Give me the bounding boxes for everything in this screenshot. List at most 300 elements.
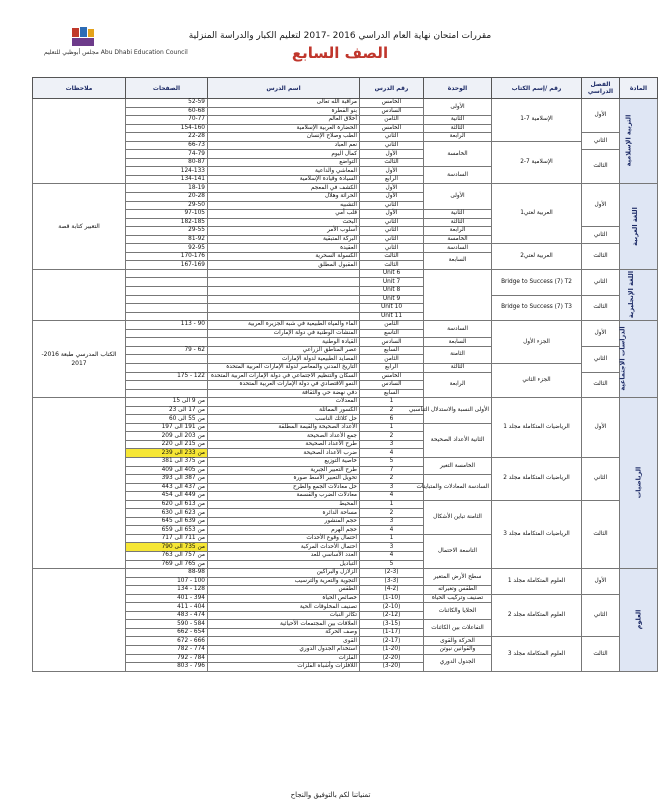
book-cell: الرياضيات المتكاملة مجلد 3 <box>492 500 582 568</box>
lesson-no-cell: Unit 8 <box>360 287 424 296</box>
pages-cell: من 387 الى 393 <box>126 475 208 484</box>
lesson-name-cell: المصايد الطبيعية لدولة الإمارات <box>208 355 360 364</box>
lesson-name-cell: المعدلات <box>208 398 360 407</box>
lesson-name-cell: طرح الأعداد الصحيحة <box>208 440 360 449</box>
lesson-name-cell: تصنيف المخلوقات الحية <box>208 603 360 612</box>
lesson-name-cell: خاصية التوزيع <box>208 457 360 466</box>
pages-cell: 404 - 411 <box>126 603 208 612</box>
pages-cell: 128 - 134 <box>126 586 208 595</box>
pages-cell: من 191 الى 197 <box>126 423 208 432</box>
pages-cell: من 735 الى 790 <box>126 543 208 552</box>
pages-cell: من 9 الى 15 <box>126 398 208 407</box>
lesson-name-cell: السكان والتنظيم الاجتماعي في دولة الإمارات العربية المتحدة <box>208 372 360 381</box>
lesson-name-cell: نعم العباد <box>208 141 360 150</box>
notes-cell <box>33 569 126 672</box>
unit-cell <box>424 269 492 320</box>
lesson-name-cell <box>208 295 360 304</box>
lesson-name-cell: طرح التعبير الجبرية <box>208 466 360 475</box>
lesson-no-cell: (1-20) <box>360 646 424 655</box>
unit-cell: الخامسة التغير <box>424 457 492 474</box>
unit-cell: السادسة المعادلات والمتباينات <box>424 475 492 501</box>
semester-cell: الأول <box>582 569 620 595</box>
unit-cell: الخامسة <box>424 235 492 244</box>
pages-cell: من 17 الى 23 <box>126 406 208 415</box>
pages-cell: من 653 الى 659 <box>126 526 208 535</box>
book-cell: الإسلامية 7-1 <box>492 99 582 142</box>
lesson-name-cell: القوى <box>208 637 360 646</box>
pages-cell: 124-133 <box>126 167 208 176</box>
semester-cell: الأول <box>582 99 620 133</box>
col-pages: الصفحات <box>126 78 208 99</box>
footer-text: تمنياتنا لكم بالتوفيق والنجاح <box>290 791 371 799</box>
semester-cell: الثالث <box>582 372 620 398</box>
pages-cell <box>126 381 208 390</box>
lesson-name-cell: ضرب الأعداد الصحيحة <box>208 449 360 458</box>
lesson-name-cell: احتمال وقوع الأحداث <box>208 534 360 543</box>
lesson-name-cell: النمو الاقتصادي في دولة الإمارات العربية المتحدة <box>208 381 360 390</box>
unit-cell: السادسة <box>424 167 492 184</box>
lesson-name-cell: التباديل <box>208 560 360 569</box>
pages-cell: من 437 الى 443 <box>126 483 208 492</box>
pages-cell <box>126 312 208 321</box>
col-lesson-name: اسم الدرس <box>208 78 360 99</box>
unit-cell: الخلايا والكائنات <box>424 603 492 620</box>
unit-cell: الطقس وتغيراته <box>424 586 492 595</box>
lesson-no-cell: 3 <box>360 517 424 526</box>
table-row <box>33 637 658 646</box>
lesson-no-cell: السابع <box>360 346 424 355</box>
page-subtitle: مقررات امتحان نهاية العام الدراسي 2016 -2017 لتعليم الكبار والدراسة المنزلية <box>188 31 492 41</box>
table-row <box>33 99 658 108</box>
col-lesson-no: رقم الدرس <box>360 78 424 99</box>
semester-cell: الأول <box>582 321 620 347</box>
lesson-name-cell: خصائص الحياة <box>208 594 360 603</box>
col-book: رقم /إسم الكتاب <box>492 78 582 99</box>
lesson-no-cell: 2 <box>360 475 424 484</box>
lesson-no-cell: الخامس <box>360 124 424 133</box>
lesson-no-cell: الثامن <box>360 355 424 364</box>
lesson-name-cell <box>208 312 360 321</box>
pages-cell: 62 - 79 <box>126 346 208 355</box>
unit-cell: الحركة والقوى <box>424 637 492 646</box>
semester-cell: الثاني <box>582 133 620 150</box>
pages-cell <box>126 287 208 296</box>
unit-cell: السادسة <box>424 244 492 253</box>
pages-cell: من 215 الى 220 <box>126 440 208 449</box>
table-row <box>33 321 658 330</box>
notes-cell: التعبير كتابة قصة <box>33 184 126 269</box>
book-cell: الرياضيات المتكاملة مجلد 1 <box>492 398 582 458</box>
lesson-no-cell: (1-10) <box>360 594 424 603</box>
subject-label: العلوم <box>634 609 642 630</box>
lesson-no-cell: الرابع <box>360 175 424 184</box>
lesson-name-cell: الكشف في المعجم <box>208 184 360 193</box>
lesson-name-cell: عصر المناطق الزراعي <box>208 346 360 355</box>
lesson-no-cell: 4 <box>360 492 424 501</box>
lesson-name-cell: أسلوب الأمر <box>208 227 360 236</box>
book-cell: الجزء الثاني <box>492 363 582 397</box>
lesson-name-cell: الزلازل والبراكين <box>208 569 360 578</box>
lesson-no-cell: السادس <box>360 338 424 347</box>
subject-label: الدراسات الاجتماعية <box>618 326 627 391</box>
lesson-name-cell: الأعداد الصحيحة والقيمة المطلقة <box>208 423 360 432</box>
semester-cell: الثالث <box>582 295 620 321</box>
book-cell: الإسلامية 7-2 <box>492 141 582 184</box>
lesson-name-cell: تكاثر النبات <box>208 611 360 620</box>
pages-cell: 100 - 107 <box>126 577 208 586</box>
lesson-name-cell: كمال اليوم <box>208 150 360 159</box>
lesson-no-cell: 6 <box>360 415 424 424</box>
lesson-name-cell: معادلات الضرب والقسمة <box>208 492 360 501</box>
semester-cell: الثالث <box>582 150 620 184</box>
lesson-no-cell: الثالث <box>360 261 424 270</box>
table-row <box>33 569 658 578</box>
lesson-name-cell: حجم الهرم <box>208 526 360 535</box>
unit-cell: السادسة <box>424 321 492 338</box>
subject-label: اللغة الإنجليزية <box>626 271 635 319</box>
notes-cell <box>33 398 126 569</box>
col-semester: الفصل الدراسي <box>582 78 620 99</box>
lesson-no-cell: 1 <box>360 534 424 543</box>
lesson-no-cell: (2-12) <box>360 611 424 620</box>
lesson-name-cell: تحويل التعبير الأسط صورة <box>208 475 360 484</box>
lesson-no-cell: الثاني <box>360 244 424 253</box>
pages-cell: 22-28 <box>126 133 208 142</box>
adec-logo <box>44 26 188 62</box>
unit-cell: الأولى <box>424 184 492 210</box>
lesson-name-cell: المنشآت الوطنية في دولة الإمارات <box>208 329 360 338</box>
pages-cell: 122 - 175 <box>126 372 208 381</box>
book-cell: Bridge to Success (7) T3 <box>492 295 582 321</box>
pages-cell: 88-98 <box>126 569 208 578</box>
lesson-no-cell: 4 <box>360 551 424 560</box>
book-cell: العلوم المتكاملة مجلد 2 <box>492 594 582 637</box>
lesson-no-cell: 3 <box>360 543 424 552</box>
lesson-no-cell: 3 <box>360 440 424 449</box>
pages-cell: من 711 الى 717 <box>126 534 208 543</box>
table-row <box>33 269 658 278</box>
subject-cell <box>620 269 658 320</box>
pages-cell: 394 - 401 <box>126 594 208 603</box>
pages-cell: 29-55 <box>126 227 208 236</box>
lesson-no-cell: Unit 10 <box>360 304 424 313</box>
book-cell: العربية لغتي2 <box>492 244 582 270</box>
notes-cell: الكتاب المدرسي طبعة 2016-2017 <box>33 321 126 398</box>
lesson-no-cell: السادس <box>360 381 424 390</box>
lesson-name-cell: اللافلزات وأشباه الفلزات <box>208 663 360 672</box>
pages-cell: 92-95 <box>126 244 208 253</box>
unit-cell: الخامسة <box>424 141 492 167</box>
lesson-name-cell: البركة المتبقية <box>208 235 360 244</box>
unit-cell: الرابعة <box>424 227 492 236</box>
lesson-no-cell: الثاني <box>360 141 424 150</box>
pages-cell: من 757 الى 763 <box>126 551 208 560</box>
table-body <box>33 99 658 672</box>
unit-cell: الثانية <box>424 210 492 219</box>
pages-cell: 81-92 <box>126 235 208 244</box>
table-row <box>33 500 658 509</box>
lesson-no-cell: Unit 11 <box>360 312 424 321</box>
lesson-name-cell: العقيدة <box>208 244 360 253</box>
pages-cell: 80-87 <box>126 158 208 167</box>
lesson-no-cell: 1 <box>360 423 424 432</box>
semester-cell: الثالث <box>582 244 620 270</box>
unit-cell: الرابعة <box>424 133 492 142</box>
lesson-no-cell: الثاني <box>360 201 424 210</box>
lesson-no-cell: (3-20) <box>360 663 424 672</box>
pages-cell: 666 - 672 <box>126 637 208 646</box>
lesson-no-cell: 3 <box>360 483 424 492</box>
unit-cell: الثالثة <box>424 218 492 227</box>
table-row <box>33 184 658 193</box>
unit-cell: الأولى <box>424 99 492 116</box>
col-notes: ملاحظات <box>33 78 126 99</box>
pages-cell <box>126 269 208 278</box>
subject-cell <box>620 99 658 184</box>
lesson-name-cell: العلاقات بين المجتمعات الأحيائية <box>208 620 360 629</box>
lesson-no-cell: 1 <box>360 398 424 407</box>
lesson-no-cell: الثاني <box>360 218 424 227</box>
lesson-no-cell: (3-15) <box>360 620 424 629</box>
lesson-no-cell: (2-10) <box>360 603 424 612</box>
pages-cell <box>126 338 208 347</box>
lesson-no-cell: 2 <box>360 509 424 518</box>
lesson-name-cell: مساحة الدائرة <box>208 509 360 518</box>
pages-cell: 74-79 <box>126 150 208 159</box>
semester-cell: الثالث <box>582 500 620 568</box>
lesson-no-cell: الثاني <box>360 133 424 142</box>
pages-cell <box>126 329 208 338</box>
book-cell: العربية لغتي1 <box>492 184 582 244</box>
unit-cell: الرابعة <box>424 372 492 398</box>
lesson-name-cell: التجوية والتعرية والترسيب <box>208 577 360 586</box>
pages-cell: من 55 الى 60 <box>126 415 208 424</box>
col-subject: المادة <box>620 78 658 99</box>
unit-cell: سطح الأرض المتغير <box>424 569 492 586</box>
pages-cell: 52-59 <box>126 99 208 108</box>
lesson-no-cell: (3-3) <box>360 577 424 586</box>
lesson-no-cell: Unit 7 <box>360 278 424 287</box>
page-title: الصف السابع <box>291 44 389 62</box>
lesson-no-cell: 5 <box>360 560 424 569</box>
table-row <box>33 244 658 253</box>
lesson-no-cell: الثالث <box>360 252 424 261</box>
lesson-no-cell: (2-3) <box>360 569 424 578</box>
semester-cell: الثاني <box>582 457 620 500</box>
lesson-no-cell: (2-17) <box>360 637 424 646</box>
lesson-name-cell <box>208 278 360 287</box>
lesson-no-cell: الثالث <box>360 158 424 167</box>
pages-cell: 584 - 590 <box>126 620 208 629</box>
lesson-no-cell: Unit 6 <box>360 269 424 278</box>
semester-cell: الثالث <box>582 637 620 671</box>
unit-cell: الثانية الأعداد الصحيحة <box>424 423 492 457</box>
pages-cell: 20-28 <box>126 193 208 202</box>
semester-cell: الثاني <box>582 594 620 637</box>
lesson-name-cell: الطب وصلاح الإنسان <box>208 133 360 142</box>
unit-cell: التاسعة الاحتمال <box>424 534 492 568</box>
lesson-name-cell: جمع الأعداد الصحيحة <box>208 432 360 441</box>
unit-cell: الجدول الدوري <box>424 654 492 671</box>
pages-cell: 182-185 <box>126 218 208 227</box>
pages-cell <box>126 363 208 372</box>
lesson-name-cell: الطقس <box>208 586 360 595</box>
subject-cell <box>620 184 658 269</box>
book-cell: العلوم المتكاملة مجلد 3 <box>492 637 582 671</box>
notes-cell <box>33 99 126 184</box>
pages-cell: من 765 الى 769 <box>126 560 208 569</box>
pages-cell: 70-77 <box>126 116 208 125</box>
lesson-no-cell: السادس <box>360 107 424 116</box>
subject-cell <box>620 321 658 398</box>
lesson-name-cell <box>208 287 360 296</box>
pages-cell: 97-105 <box>126 210 208 219</box>
pages-cell: 474 - 483 <box>126 611 208 620</box>
lesson-name-cell: التواضع <box>208 158 360 167</box>
lesson-no-cell: (1-17) <box>360 628 424 637</box>
pages-cell: من 449 الى 454 <box>126 492 208 501</box>
pages-cell: من 233 الى 239 <box>126 449 208 458</box>
lesson-name-cell: استخدام الجدول الدوري <box>208 646 360 655</box>
unit-cell: الأولى النسبة والاستدلال التناسبي <box>424 398 492 424</box>
table-header-row <box>33 78 658 99</box>
book-cell: الجزء الأول <box>492 321 582 364</box>
subject-label: اللغة العربية <box>631 206 640 246</box>
unit-cell: الثانية <box>424 116 492 125</box>
lesson-no-cell: الخامس <box>360 99 424 108</box>
lesson-no-cell: الثاني <box>360 235 424 244</box>
book-cell: Bridge to Success (7) T2 <box>492 269 582 295</box>
lesson-name-cell: التشبيه <box>208 201 360 210</box>
lesson-no-cell: (2-20) <box>360 654 424 663</box>
unit-cell: تصنيف وتركيب الحياة <box>424 594 492 603</box>
pages-cell: من 375 الى 381 <box>126 457 208 466</box>
lesson-no-cell: الرابع <box>360 363 424 372</box>
pages-cell: 784 - 792 <box>126 654 208 663</box>
pages-cell: من 613 الى 620 <box>126 500 208 509</box>
pages-cell: 654 - 662 <box>126 628 208 637</box>
table-row <box>33 363 658 372</box>
table-row <box>33 141 658 150</box>
lesson-name-cell: قلب أمي <box>208 210 360 219</box>
pages-cell: من 203 الى 209 <box>126 432 208 441</box>
lesson-no-cell: التاسع <box>360 329 424 338</box>
lesson-name-cell: مراقبة الله تعالى <box>208 99 360 108</box>
lesson-no-cell: الأول <box>360 210 424 219</box>
unit-cell: والقوانين نيوتن <box>424 646 492 655</box>
lesson-no-cell: الثاني <box>360 227 424 236</box>
lesson-name-cell: الكسور المماثلة <box>208 406 360 415</box>
pages-cell: 90 - 113 <box>126 321 208 330</box>
lesson-name-cell: وصف الحركة <box>208 628 360 637</box>
exam-syllabus-table <box>32 77 658 672</box>
pages-cell: من 623 الى 630 <box>126 509 208 518</box>
unit-cell: التفاعلات بين الكائنات <box>424 620 492 637</box>
lesson-name-cell: المقبول المطلق <box>208 261 360 270</box>
lesson-name-cell <box>208 304 360 313</box>
lesson-name-cell: احتمال الأحداث المركبة <box>208 543 360 552</box>
pages-cell: 796 - 803 <box>126 663 208 672</box>
pages-cell: 167-169 <box>126 261 208 270</box>
pages-cell: 29-50 <box>126 201 208 210</box>
lesson-name-cell: الحضارة العربية الإسلامية <box>208 124 360 133</box>
lesson-no-cell: (4-2) <box>360 586 424 595</box>
col-unit: الوحدة <box>424 78 492 99</box>
lesson-name-cell: السيادة وقيادة الإسلامية <box>208 175 360 184</box>
pages-cell: 774 - 782 <box>126 646 208 655</box>
pages-cell: 66-73 <box>126 141 208 150</box>
pages-cell: 18-19 <box>126 184 208 193</box>
lesson-no-cell: السابع <box>360 389 424 398</box>
lesson-no-cell: 4 <box>360 449 424 458</box>
pages-cell <box>126 389 208 398</box>
pages-cell <box>126 304 208 313</box>
semester-cell: الثاني <box>582 346 620 372</box>
pages-cell: 170-176 <box>126 252 208 261</box>
unit-cell: الثامنة تباين الأشكال <box>424 500 492 534</box>
lesson-no-cell: 7 <box>360 466 424 475</box>
unit-cell: الثالثة <box>424 124 492 133</box>
lesson-no-cell: 4 <box>360 526 424 535</box>
lesson-no-cell: الخامس <box>360 372 424 381</box>
lesson-no-cell: 1 <box>360 500 424 509</box>
lesson-no-cell: 2 <box>360 406 424 415</box>
lesson-no-cell: الأول <box>360 184 424 193</box>
subject-label: الرياضيات <box>633 466 642 499</box>
unit-cell: السابعة <box>424 252 492 269</box>
table-row <box>33 457 658 466</box>
lesson-no-cell: الأول <box>360 167 424 176</box>
lesson-name-cell: القيادة الوطنية <box>208 338 360 347</box>
lesson-name-cell: الحراثة وهلال <box>208 193 360 202</box>
pages-cell: 60-68 <box>126 107 208 116</box>
lesson-name-cell: حل معادلات الجمع والطرح <box>208 483 360 492</box>
table-row <box>33 594 658 603</box>
lesson-name-cell: الكسولة السحرية <box>208 252 360 261</box>
unit-cell: الثالثة <box>424 363 492 372</box>
pages-cell: من 405 الى 409 <box>126 466 208 475</box>
notes-cell <box>33 269 126 320</box>
lesson-name-cell: دفي نهضة حي والثقافة <box>208 389 360 398</box>
lesson-name-cell: المحيط <box>208 500 360 509</box>
lesson-name-cell: أخلاق العالم <box>208 116 360 125</box>
book-cell: العلوم المتكاملة مجلد 1 <box>492 569 582 595</box>
lesson-name-cell: الفلزات <box>208 654 360 663</box>
table-row <box>33 295 658 304</box>
unit-cell: السابعة <box>424 338 492 347</box>
table-row <box>33 398 658 407</box>
subject-label: التربية الإسلامية <box>624 114 633 167</box>
lesson-name-cell: حل كلائك الناسب <box>208 415 360 424</box>
subject-cell <box>620 398 658 569</box>
lesson-no-cell: Unit 9 <box>360 295 424 304</box>
lesson-no-cell: الأول <box>360 150 424 159</box>
pages-cell <box>126 355 208 364</box>
lesson-no-cell: الثامن <box>360 321 424 330</box>
pages-cell: من 639 الى 645 <box>126 517 208 526</box>
lesson-name-cell: العدد الأساسي للعد <box>208 551 360 560</box>
logo-text: مجلس أبوظبي للتعليم Abu Dhabi Education Council <box>44 49 188 56</box>
lesson-no-cell: 2 <box>360 432 424 441</box>
book-cell: الرياضيات المتكاملة مجلد 2 <box>492 457 582 500</box>
pages-cell <box>126 295 208 304</box>
subject-cell <box>620 569 658 672</box>
semester-cell: الثاني <box>582 227 620 244</box>
lesson-name-cell <box>208 269 360 278</box>
lesson-name-cell: الماء والمياه الطبيعية في شبه الجزيرة العربية <box>208 321 360 330</box>
lesson-no-cell: الأول <box>360 193 424 202</box>
lesson-name-cell: المعاشي والداعية <box>208 167 360 176</box>
